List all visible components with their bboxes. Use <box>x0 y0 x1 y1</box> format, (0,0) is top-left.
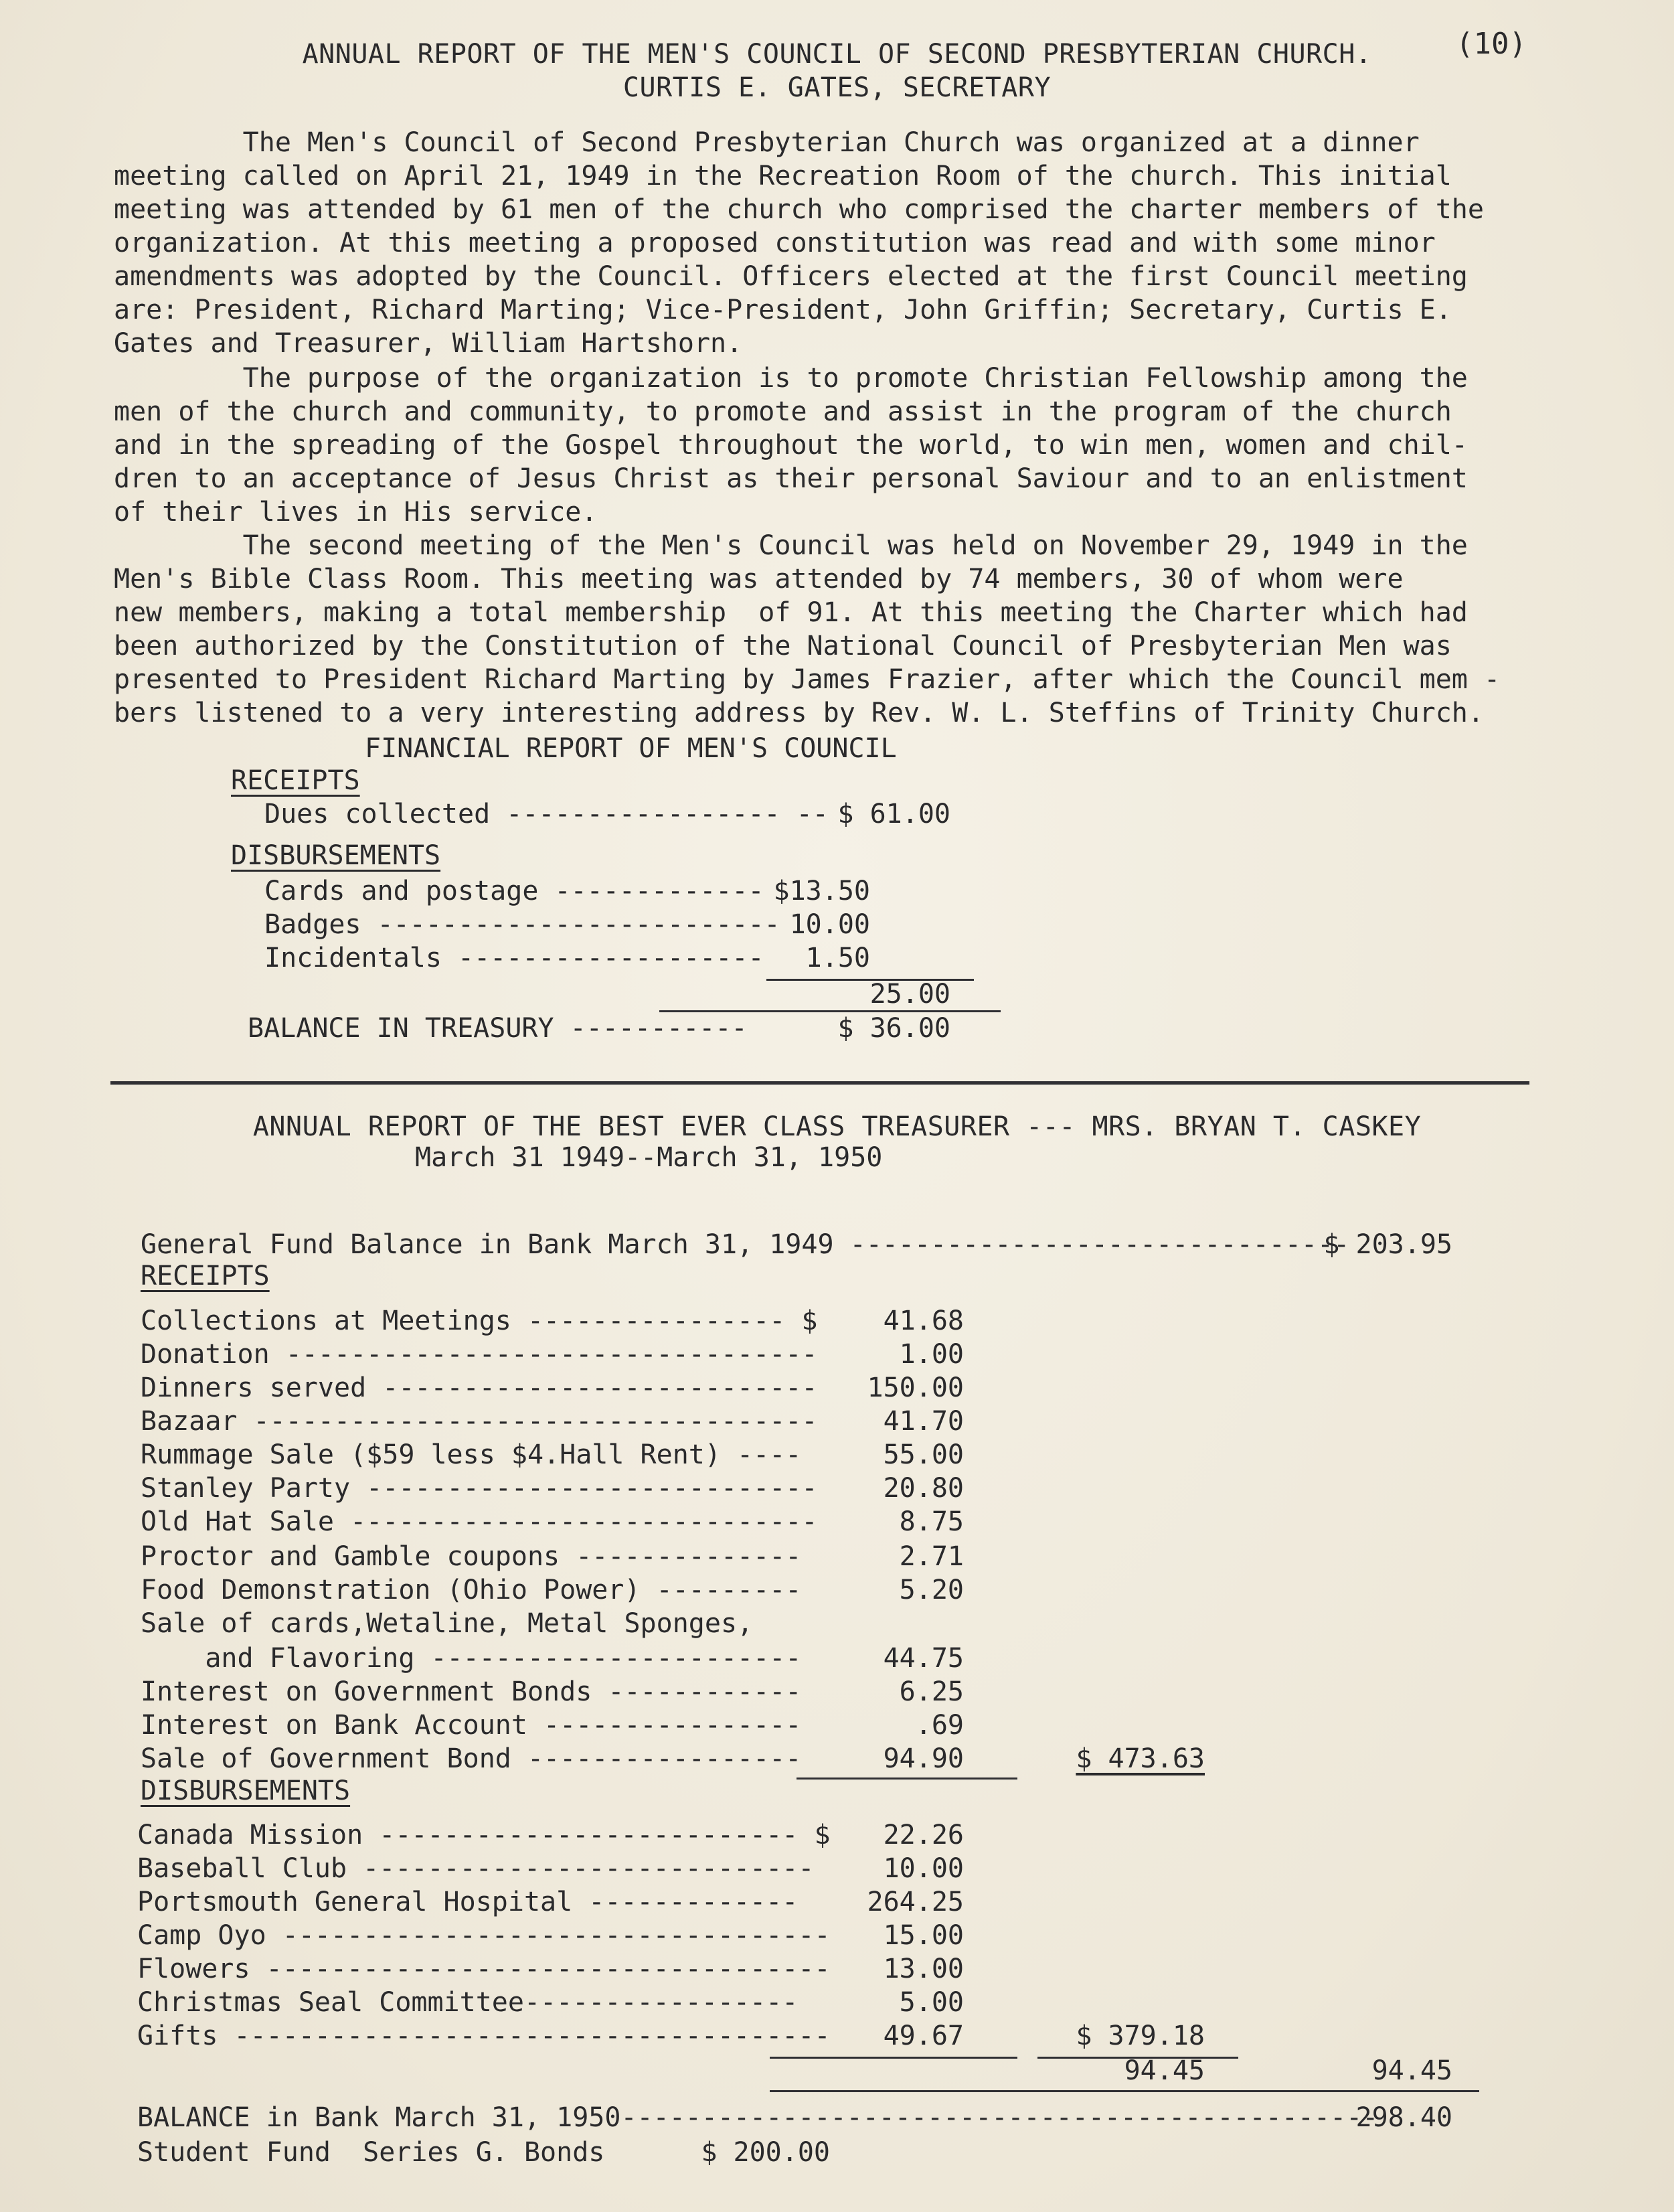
be-receipt-label-3: Dinners served --------------------------- <box>141 1372 818 1403</box>
be-disb-label-4: Camp Oyo ---------------------------------- <box>137 1920 831 1951</box>
general-fund-amount: $ 203.95 <box>1323 1229 1452 1260</box>
be-receipt-amount-1: 41.68 <box>883 1306 964 1336</box>
be-receipt-amount-7: 8.75 <box>899 1506 964 1537</box>
mc-disb-amount-2: 10.00 <box>789 909 870 940</box>
be-receipt-amount-13: .69 <box>915 1710 964 1741</box>
be-receipt-amount-11: 44.75 <box>883 1643 964 1674</box>
mens-council-paragraph-3: The second meeting of the Men's Council was held on November 29, 1949 in the Men's Bible Class Room. This meeting was attended by 74 members, 30 of whom were new members, making a total membership of 91. At this meeting the Charter which had been authorized by the Constitution of the National Council of Presbyterian Men was presented to President Richard Marting by James Frazier, after which the Council mem - bers listened to a very interesting address by Rev. W. L. Steffins of Trinity Church. <box>114 530 1501 728</box>
be-balance-rule <box>770 2090 1479 2092</box>
be-receipt-label-10: Sale of cards,Wetaline, Metal Sponges, <box>141 1608 754 1639</box>
be-disb-amount-6: 5.00 <box>899 1987 964 2018</box>
be-balance-label: BALANCE in Bank March 31, 1950----------------------------------------------- <box>137 2102 1379 2133</box>
be-disb-amount-1: 22.26 <box>883 1820 964 1850</box>
best-ever-period: March 31 1949--March 31, 1950 <box>415 1142 883 1173</box>
be-receipt-label-6: Stanley Party ---------------------------- <box>141 1473 818 1504</box>
be-receipt-amount-9: 5.20 <box>899 1575 964 1605</box>
mens-council-title: ANNUAL REPORT OF THE MEN'S COUNCIL OF SECOND PRESBYTERIAN CHURCH. <box>302 39 1372 70</box>
be-disb-label-5: Flowers ----------------------------------- <box>137 1954 831 1984</box>
be-disbursements-heading: DISBURSEMENTS <box>141 1775 351 1806</box>
be-balance-amount: 298.40 <box>1355 2102 1452 2133</box>
be-receipt-label-5: Rummage Sale ($59 less $4.Hall Rent) ---- <box>141 1439 802 1470</box>
mc-disbursements-heading: DISBURSEMENTS <box>231 840 441 871</box>
be-disb-label-1: Canada Mission -------------------------- $ <box>137 1820 831 1850</box>
mc-balance-label: BALANCE IN TREASURY ----------- <box>248 1013 748 1044</box>
be-receipt-label-1: Collections at Meetings ---------------- $ <box>141 1306 818 1336</box>
be-receipt-amount-14: 94.90 <box>883 1743 964 1774</box>
student-fund-amount: $ 200.00 <box>701 2137 830 2168</box>
be-receipt-amount-6: 20.80 <box>883 1473 964 1504</box>
be-receipt-amount-12: 6.25 <box>899 1676 964 1707</box>
general-fund-label: General Fund Balance in Bank March 31, 1949 ------------------------------- <box>141 1229 1350 1260</box>
be-disb-amount-7: 49.67 <box>883 2021 964 2051</box>
section-divider <box>110 1081 1529 1085</box>
best-ever-title: ANNUAL REPORT OF THE BEST EVER CLASS TREASURER --- MRS. BRYAN T. CASKEY <box>252 1111 1422 1142</box>
be-receipt-label-11: and Flavoring ----------------------- <box>141 1643 802 1674</box>
mens-council-paragraph-1: The Men's Council of Second Presbyterian Church was organized at a dinner meeting called on April 21, 1949 in the Recreation Room of the church. This initial meeting was attended by 61 men of the church who comprised the charter members of the organization. At this meeting a proposed constitution was read and with some minor amendments was adopted by the Council. Officers elected at the first Council meeting are: President, Richard Marting; Vice-President, John Griffin; Secretary, Curtis E. Gates and Treasurer, William Hartshorn. <box>114 127 1484 359</box>
mc-dues-amount: $ 61.00 <box>837 799 950 830</box>
mc-disb-label-3: Incidentals ------------------- <box>264 943 764 973</box>
be-receipt-amount-3: 150.00 <box>867 1372 964 1403</box>
mc-disb-label-2: Badges ------------------------- <box>264 909 780 940</box>
mc-dues-label: Dues collected ----------------- -- <box>264 799 829 830</box>
mens-council-secretary: CURTIS E. GATES, SECRETARY <box>622 72 1052 103</box>
be-receipt-label-14: Sale of Government Bond ----------------- <box>141 1743 802 1774</box>
be-disb-col-rule <box>770 2057 1017 2059</box>
be-disb-amount-3: 264.25 <box>867 1887 964 1917</box>
mens-council-paragraph-2: The purpose of the organization is to promote Christian Fellowship among the men of the church and community, to promote and assist in the program of the church and in the spreading of the Gospel throughout the world, to win men, women and chil- dren to an acceptance of Jesus Christ as their personal Saviour and to an enlistment of their lives in His service. <box>114 363 1468 528</box>
be-receipt-amount-4: 41.70 <box>883 1406 964 1437</box>
be-receipts-heading: RECEIPTS <box>141 1261 270 1291</box>
be-receipt-label-13: Interest on Bank Account ---------------- <box>141 1710 802 1741</box>
financial-report-title: FINANCIAL REPORT OF MEN'S COUNCIL <box>365 733 897 764</box>
be-disb-label-7: Gifts ------------------------------------- <box>137 2021 831 2051</box>
be-receipt-label-4: Bazaar ----------------------------------- <box>141 1406 818 1437</box>
be-difference-right: 94.45 <box>1371 2055 1452 2086</box>
mc-receipts-heading: RECEIPTS <box>231 765 360 796</box>
be-disb-label-6: Christmas Seal Committee----------------- <box>137 1987 799 2018</box>
mc-balance-amount: $ 36.00 <box>837 1013 950 1044</box>
mc-disb-amount-3: 1.50 <box>805 943 870 973</box>
be-receipts-total: $ 473.63 <box>1076 1743 1205 1774</box>
mc-disb-label-1: Cards and postage ------------- <box>264 876 764 906</box>
be-disb-amount-4: 15.00 <box>883 1920 964 1951</box>
be-receipt-label-12: Interest on Government Bonds ------------ <box>141 1676 802 1707</box>
be-disb-label-3: Portsmouth General Hospital ------------- <box>137 1887 799 1917</box>
mc-disbursement-total: 25.00 <box>869 979 950 1010</box>
be-disb-label-2: Baseball Club ---------------------------- <box>137 1853 815 1884</box>
be-disbursements-total: $ 379.18 <box>1076 2021 1205 2051</box>
be-receipt-amount-2: 1.00 <box>899 1339 964 1370</box>
be-receipt-amount-5: 55.00 <box>883 1439 964 1470</box>
be-receipt-amount-8: 2.71 <box>899 1541 964 1572</box>
be-receipt-label-2: Donation --------------------------------- <box>141 1339 818 1370</box>
be-disb-amount-2: 10.00 <box>883 1853 964 1884</box>
mc-balance-rule <box>659 1010 1001 1012</box>
mc-disb-amount-1: $13.50 <box>773 876 870 906</box>
be-difference: 94.45 <box>1124 2055 1205 2086</box>
be-receipts-col-rule <box>797 1778 1017 1780</box>
page-number: (10) <box>1456 27 1527 61</box>
be-receipt-label-7: Old Hat Sale ----------------------------- <box>141 1506 818 1537</box>
be-disb-amount-5: 13.00 <box>883 1954 964 1984</box>
be-receipt-label-8: Proctor and Gamble coupons -------------- <box>141 1541 802 1572</box>
student-fund-label: Student Fund Series G. Bonds <box>137 2137 605 2168</box>
be-receipt-label-9: Food Demonstration (Ohio Power) --------- <box>141 1575 802 1605</box>
